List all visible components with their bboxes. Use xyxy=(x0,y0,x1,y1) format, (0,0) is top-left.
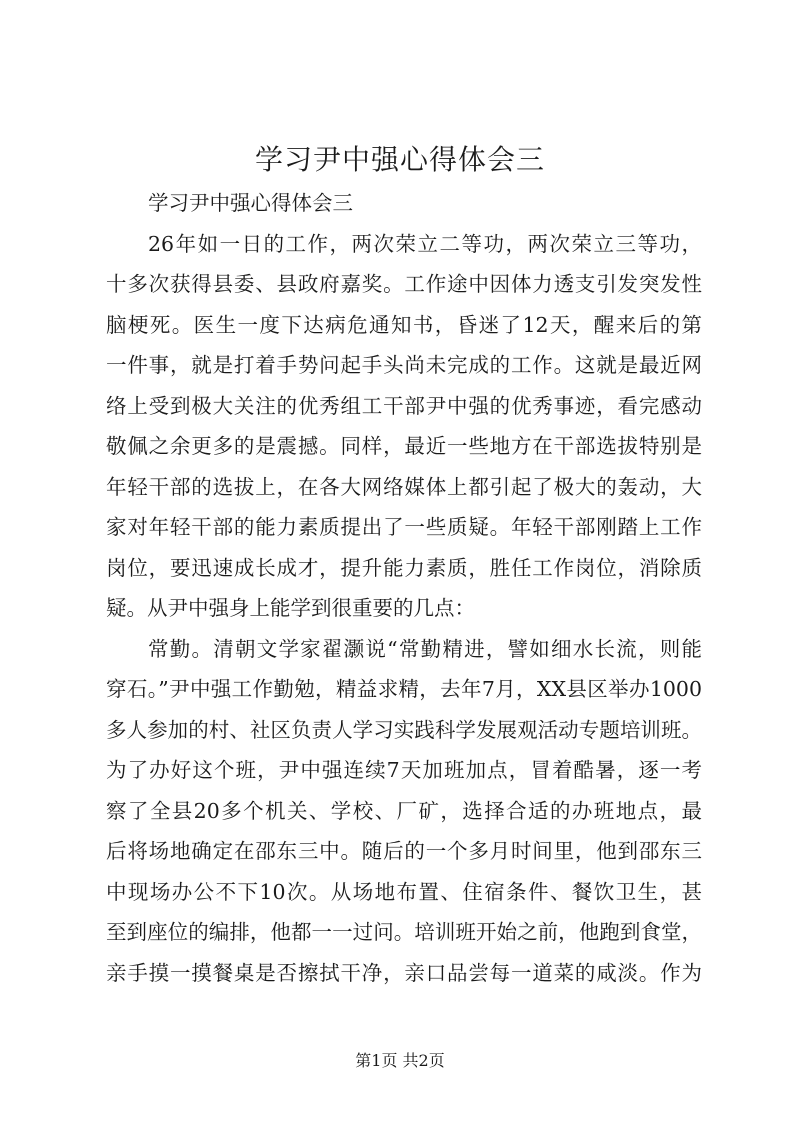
paragraph-line: 至到座位的编排，他都一一过问。培训班开始之前，他跑到食堂， xyxy=(106,920,702,944)
document-body xyxy=(106,183,702,993)
paragraph-line: 为了办好这个班，尹中强连续7天加班加点，冒着酷暑，逐一考 xyxy=(106,758,702,782)
paragraph-line: 年轻干部的选拔上，在各大网络媒体上都引起了极大的轰动，大 xyxy=(106,474,702,499)
paragraph-line: 中现场办公不下10次。从场地布置、住宿条件、餐饮卫生，甚 xyxy=(106,879,702,904)
paragraph-line: 络上受到极大关注的优秀组工干部尹中强的优秀事迹，看完感动 xyxy=(106,393,702,418)
paragraph-line: 常勤。清朝文学家翟灏说“常勤精进，譬如细水长流，则能 xyxy=(148,636,702,661)
paragraph-line: 敬佩之余更多的是震撼。同样，最近一些地方在干部选拔特别是 xyxy=(106,434,702,458)
paragraph-line: 十多次获得县委、县政府嘉奖。工作途中因体力透支引发突发性 xyxy=(106,272,702,296)
paragraph-line: 多人参加的村、社区负责人学习实践科学发展观活动专题培训班。 xyxy=(106,717,702,742)
document-title: 学习尹中强心得体会三 xyxy=(254,143,545,176)
paragraph-subtitle-line: 学习尹中强心得体会三 xyxy=(148,191,353,215)
paragraph-line: 疑。从尹中强身上能学到很重要的几点： xyxy=(106,596,475,620)
paragraph-line: 26年如一日的工作，两次荣立二等功，两次荣立三等功， xyxy=(148,231,702,256)
paragraph-line: 岗位，要迅速成长成才，提升能力素质，胜任工作岗位，消除质 xyxy=(106,555,702,580)
paragraph-line: 家对年轻干部的能力素质提出了一些质疑。年轻干部刚踏上工作 xyxy=(106,515,702,539)
paragraph-line: 察了全县20多个机关、学校、厂矿，选择合适的办班地点，最 xyxy=(106,798,702,823)
paragraph-line: 一件事，就是打着手势问起手头尚未完成的工作。这就是最近网 xyxy=(106,353,702,377)
paragraph-line: 后将场地确定在邵东三中。随后的一个多月时间里，他到邵东三 xyxy=(106,839,702,863)
page-number-footer: 第1页 共2页 xyxy=(355,1051,445,1070)
paragraph-line: 亲手摸一摸餐桌是否擦拭干净，亲口品尝每一道菜的咸淡。作为 xyxy=(106,960,702,985)
paragraph-line: 脑梗死。医生一度下达病危通知书，昏迷了12天，醒来后的第 xyxy=(106,312,702,337)
paragraph-line: 穿石。”尹中强工作勤勉，精益求精，去年7月，XX县区举办1000 xyxy=(106,677,702,701)
